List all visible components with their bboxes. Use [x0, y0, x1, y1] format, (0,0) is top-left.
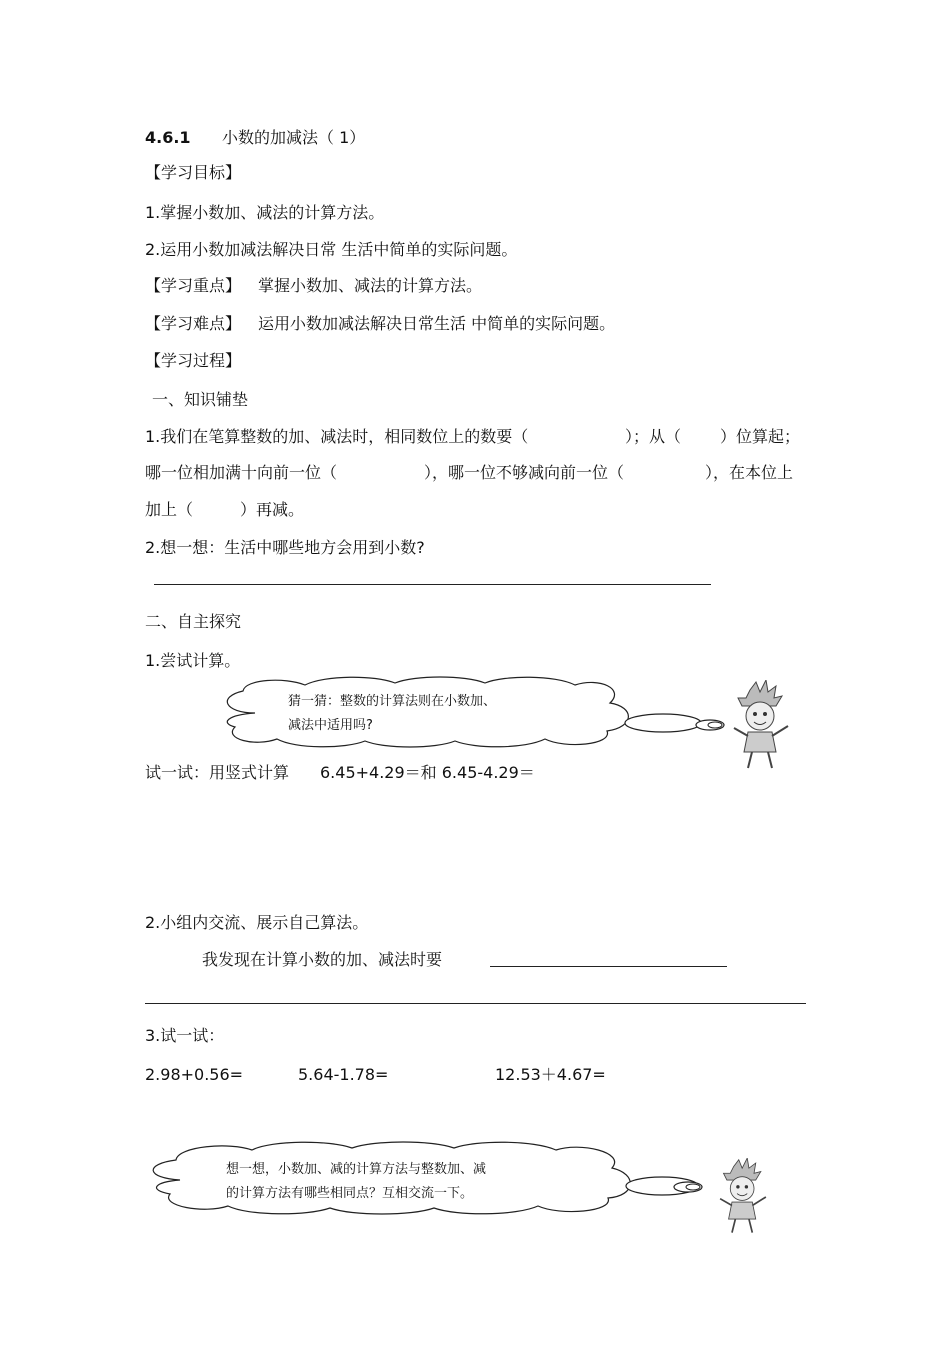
- q1-line2-a: 哪一位相加满十向前一位（: [145, 463, 338, 482]
- item1-text: 1.尝试计算。: [145, 651, 241, 670]
- q1-line2-c: ），在本位上: [705, 463, 794, 482]
- q1-line1-c: ）位算起；: [720, 427, 801, 446]
- process-heading: 【学习过程】: [145, 351, 242, 370]
- q1-line1-b: ）；从（: [625, 427, 682, 446]
- key-point-text: 掌握小数加、减法的计算方法。: [258, 276, 483, 295]
- cloud1-line2: 减法中适用吗?: [288, 718, 373, 733]
- part1-heading: 一、知识铺垫: [152, 390, 249, 409]
- cloud2-line2: 的计算方法有哪些相同点？互相交流一下。: [226, 1186, 474, 1201]
- q1-line3-b: ）再减。: [240, 500, 305, 519]
- discovery-text: 我发现在计算小数的加、减法时要: [202, 950, 443, 969]
- key-point-label: 【学习重点】: [145, 276, 242, 295]
- q1-line2-b: ），哪一位不够减向前一位（: [424, 463, 625, 482]
- exercise-1: 2.98+0.56=: [145, 1065, 244, 1084]
- goal-item-2: 2.运用小数加减法解决日常 生活中简单的实际问题。: [145, 240, 518, 259]
- part2-heading: 二、自主探究: [145, 612, 242, 631]
- cartoon-character-1: [730, 680, 792, 772]
- exercise-3: 12.53＋4.67=: [495, 1065, 606, 1084]
- item3-text: 3.试一试：: [145, 1026, 225, 1045]
- page-title: 小数的加减法（ 1）: [222, 128, 366, 147]
- exercise-2: 5.64-1.78=: [298, 1065, 389, 1084]
- goals-heading: 【学习目标】: [145, 163, 242, 182]
- cloud2-line1: 想一想，小数加、减的计算方法与整数加、减: [226, 1162, 487, 1177]
- q2-text: 2.想一想：生活中哪些地方会用到小数?: [145, 538, 425, 557]
- try-expression: 6.45+4.29＝和 6.45-4.29＝: [320, 763, 535, 782]
- section-number: 4.6.1: [145, 128, 191, 147]
- item2-text: 2.小组内交流、展示自己算法。: [145, 913, 369, 932]
- q2-answer-line[interactable]: [154, 584, 711, 585]
- cloud1-line1: 猜一猜：整数的计算法则在小数加、: [288, 694, 497, 709]
- difficulty-label: 【学习难点】: [145, 314, 242, 333]
- difficulty-text: 运用小数加减法解决日常生活 中简单的实际问题。: [258, 314, 616, 333]
- discovery-answer-line-2[interactable]: [145, 1003, 806, 1004]
- discovery-answer-line[interactable]: [490, 966, 727, 967]
- goal-item-1: 1.掌握小数加、减法的计算方法。: [145, 203, 385, 222]
- q1-line1-a: 1.我们在笔算整数的加、减法时，相同数位上的数要（: [145, 427, 529, 446]
- cartoon-character-2: [712, 1158, 774, 1236]
- try-label: 试一试：用竖式计算: [145, 763, 290, 782]
- q1-line3-a: 加上（: [145, 500, 194, 519]
